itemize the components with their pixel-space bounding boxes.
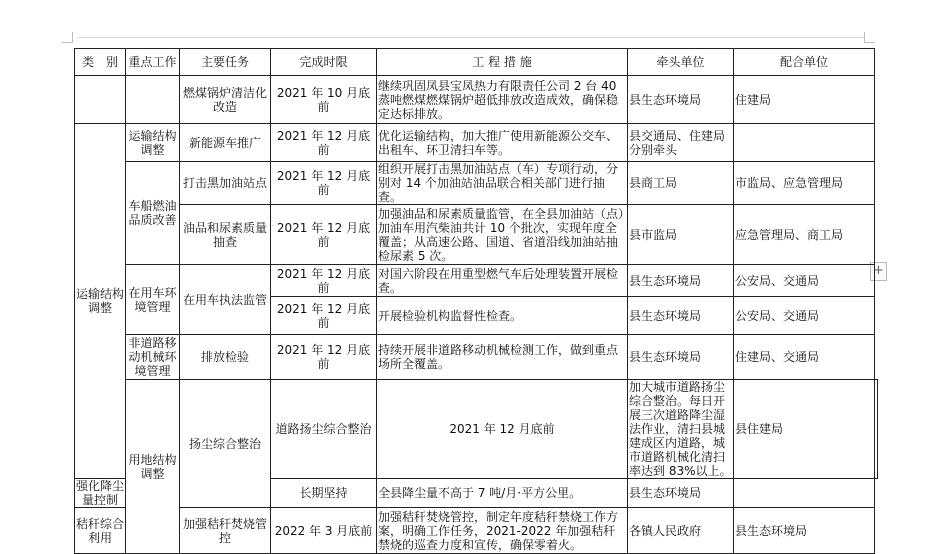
measure-cell: 持续开展非道路移动机械检测工作，做到重点场所全覆盖。 — [377, 335, 628, 380]
lead-unit-cell: 县市监局 — [628, 205, 734, 265]
lead-unit-cell: 县商工局 — [628, 162, 734, 205]
main-task-cell: 道路扬尘综合整治 — [271, 380, 377, 479]
deadline-cell: 2021 年 12 月底前 — [271, 124, 377, 162]
deadline-cell: 2021 年 12 月底前 — [271, 162, 377, 205]
page-corner-mark-left — [62, 32, 73, 43]
table-row — [75, 76, 878, 124]
coop-unit-cell — [734, 124, 875, 162]
category-cell-transport: 运输结构调整 — [75, 124, 126, 479]
main-task-cell: 在用车执法监管 — [180, 265, 271, 335]
coop-unit-cell — [875, 380, 878, 479]
header-deadline: 完成时限 — [271, 49, 377, 76]
key-work-cell: 运输结构调整 — [126, 124, 180, 162]
measure-cell: 组织开展打击黑加油站点（车）专项行动，分别对 14 个加油站油品联合相关部门进行抽查。 — [377, 162, 628, 205]
deadline-cell: 2021 年 12 月底前 — [271, 297, 377, 335]
deadline-cell: 2021 年 12 月底前 — [377, 380, 628, 479]
lead-unit-cell: 县生态环境局 — [628, 76, 734, 124]
lead-unit-cell: 县生态环境局 — [628, 265, 734, 297]
header-measures: 工 程 措 施 — [377, 49, 628, 76]
table-row — [75, 124, 878, 162]
table-row — [75, 205, 878, 265]
key-work-cell: 非道路移动机械环境管理 — [126, 335, 180, 380]
coop-unit-cell: 住建局 — [734, 76, 875, 124]
deadline-cell: 2021 年 12 月底前 — [271, 205, 377, 265]
table-row — [75, 335, 878, 380]
lead-unit-cell: 县住建局 — [734, 380, 875, 479]
lead-unit-cell: 县生态环境局 — [628, 479, 734, 508]
main-task-cell: 加强秸秆焚烧管控 — [180, 508, 271, 554]
header-coop-unit: 配合单位 — [734, 49, 875, 76]
measure-cell: 加强油品和尿素质量监管，在全县加油站（点）加油车用汽柴油共计 10 个批次，实现年度全覆盖；从高速公路、国道、省道沿线加油站抽检尿素 5 次。 — [377, 205, 628, 265]
page-top-border — [78, 37, 864, 38]
plus-icon[interactable]: + — [870, 262, 887, 281]
key-work-cell: 扬尘综合整治 — [180, 380, 271, 508]
coop-unit-cell: 公安局、交通局 — [734, 265, 875, 297]
deadline-cell: 2021 年 10 月底前 — [271, 76, 377, 124]
key-work-cell: 车船燃油品质改善 — [126, 162, 180, 265]
measure-cell: 开展检验机构监督性检查。 — [377, 297, 628, 335]
key-work-cell: 在用车环境管理 — [126, 265, 180, 335]
main-task-cell: 油品和尿素质量抽查 — [180, 205, 271, 265]
main-task-cell: 强化降尘量控制 — [76, 479, 125, 507]
lead-unit-cell: 县生态环境局 — [628, 297, 734, 335]
header-key-work: 重点工作 — [126, 49, 180, 76]
coop-unit-cell: 市监局、应急管理局 — [734, 162, 875, 205]
deadline-cell: 2022 年 3 月底前 — [271, 508, 377, 554]
table-row — [75, 380, 878, 479]
measure-cell: 全县降尘量不高于 7 吨/月·平方公里。 — [377, 479, 628, 508]
main-task-cell: 燃煤锅炉清洁化改造 — [180, 76, 271, 124]
header-main-task: 主要任务 — [180, 49, 271, 76]
work-plan-table — [74, 48, 878, 554]
coop-unit-cell: 应急管理局、商工局 — [734, 205, 875, 265]
category-cell — [75, 76, 126, 124]
table-row — [75, 265, 878, 297]
deadline-cell: 长期坚持 — [271, 479, 377, 508]
deadline-cell: 2021 年 12 月底前 — [271, 335, 377, 380]
category-cell-land: 用地结构调整 — [126, 380, 180, 554]
key-work-cell: 秸秆综合利用 — [75, 508, 126, 554]
table-row — [75, 508, 878, 554]
lead-unit-cell: 各镇人民政府 — [628, 508, 734, 554]
main-task-cell: 打击黑加油站点 — [180, 162, 271, 205]
coop-unit-cell: 县生态环境局 — [734, 508, 875, 554]
table-row — [75, 162, 878, 205]
measure-cell: 对国六阶段在用重型燃气车后处理装置开展检查。 — [377, 265, 628, 297]
key-work-cell — [126, 76, 180, 124]
lead-unit-cell: 县生态环境局 — [628, 335, 734, 380]
lead-unit-cell: 县交通局、住建局分别牵头 — [628, 124, 734, 162]
deadline-cell: 2021 年 12 月底前 — [271, 265, 377, 297]
page-corner-mark-right — [864, 32, 875, 43]
header-category: 类 别 — [75, 49, 126, 76]
measure-cell: 优化运输结构，加大推广使用新能源公交车、出租车、环卫清扫车等。 — [377, 124, 628, 162]
header-lead-unit: 牵头单位 — [628, 49, 734, 76]
measure-cell: 加强秸秆焚烧管控，制定年度秸秆禁烧工作方案，明确工作任务，2021-2022 年加强秸秆禁烧的巡查力度和宣传，确保零着火。 — [377, 508, 628, 554]
coop-unit-cell: 公安局、交通局 — [734, 297, 875, 335]
table-header-row — [75, 49, 878, 76]
main-task-cell: 排放检验 — [180, 335, 271, 380]
main-task-cell: 新能源车推广 — [180, 124, 271, 162]
measure-cell: 继续巩固凤县宝凤热力有限责任公司 2 台 40 蒸吨燃煤燃煤锅炉超低排放改造成效，确保稳定达标排放。 — [377, 76, 628, 124]
measure-cell: 加大城市道路扬尘综合整治。每日开展三次道路降尘湿法作业，清扫县城建成区内道路，城市道路机械化清扫率达到 83%以上。 — [629, 380, 732, 478]
coop-unit-cell — [734, 479, 875, 508]
coop-unit-cell: 住建局、交通局 — [734, 335, 875, 380]
